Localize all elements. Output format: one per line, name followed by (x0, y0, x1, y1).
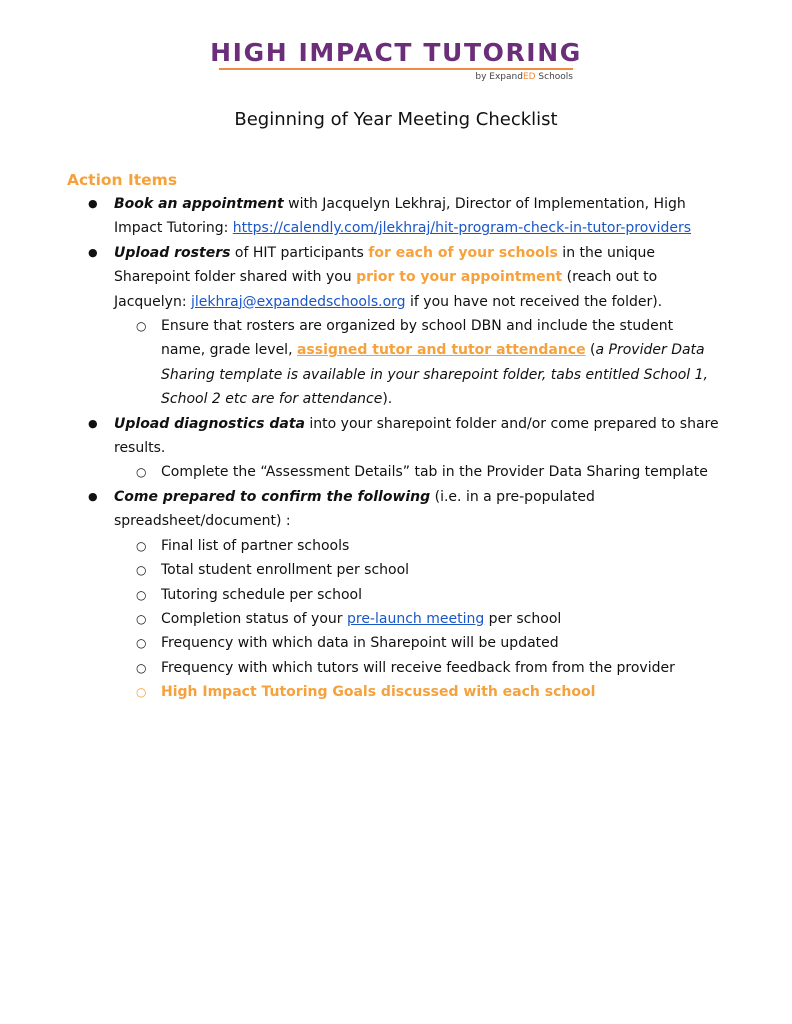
list-item-upload-diagnostics (0, 412, 792, 485)
item-lead: Upload diagnostics data (114, 415, 305, 432)
logo-sub-prefix: by Expand (475, 72, 523, 82)
page-title: Beginning of Year Meeting Checklist (234, 109, 558, 130)
sub-item-goals: ○ High Impact Tutoring Goals discussed with each school (114, 680, 720, 704)
logo (0, 38, 792, 83)
list-item-come-prepared (0, 485, 792, 705)
sub-item-completion-status (114, 607, 720, 631)
highlight-text: for each of your schools (368, 244, 558, 261)
pre-launch-meeting-link[interactable]: pre-launch meeting (346, 610, 485, 627)
section-heading: Action Items (67, 171, 178, 189)
item-lead: Come prepared to confirm the following (114, 488, 431, 505)
email-link[interactable]: jlekhraj@expandedschools.org (191, 293, 406, 310)
logo-rule (219, 68, 573, 70)
calendly-link[interactable]: https://calendly.com/jlekhraj/hit-program-check-in-tutor-providers (232, 220, 692, 237)
list-item-book-appointment (0, 192, 792, 241)
list-item-upload-rosters (0, 241, 792, 412)
item-lead: Book an appointment (114, 196, 284, 212)
sub-item-partner-schools: ○ Final list of partner schools (114, 534, 720, 558)
checklist (0, 192, 792, 705)
sub-list (114, 314, 720, 412)
item-text: in the unique Sharepoint folder shared with you (114, 244, 655, 286)
sub-item-assessment-details: ○ Complete the “Assessment Details” tab in the Provider Data Sharing template (114, 460, 720, 484)
sub-item-italic: a Provider Data Sharing template is available in your sharepoint folder, tabs entitled School 1, School 2 etc are for attendance (161, 342, 708, 408)
logo-title: HIGH IMPACT TUTORING (210, 38, 582, 67)
sub-item-text: ( (585, 342, 596, 359)
item-text: of HIT participants (230, 244, 369, 261)
item-text: (reach out to Jacquelyn: (114, 269, 658, 310)
sub-item-feedback-frequency: ○ Frequency with which tutors will receive feedback from from the provider (114, 656, 720, 680)
attendance-link[interactable]: assigned tutor and tutor attendance (296, 342, 586, 359)
item-text: into your sharepoint folder and/or come prepared to share results. (114, 415, 719, 457)
sub-item-text: Ensure that rosters are organized by school DBN and include the student name, grade level, (161, 318, 674, 359)
sub-list (114, 460, 720, 484)
item-text: with Jacquelyn Lekhraj, Director of Implementation, High Impact Tutoring: (114, 196, 686, 237)
sub-item-schedule: ○ Tutoring schedule per school (114, 583, 720, 607)
logo-subtitle (219, 71, 573, 83)
item-lead: Upload rosters (114, 244, 231, 261)
sub-item-text: per school (484, 610, 562, 627)
sub-item-enrollment: ○ Total student enrollment per school (114, 558, 720, 582)
action-items-list (0, 192, 792, 705)
item-text: (i.e. in a pre-populated spreadsheet/document) : (114, 488, 595, 530)
sub-list (114, 534, 720, 705)
item-text: if you have not received the folder). (405, 293, 663, 310)
sub-item-text: Completion status of your (161, 610, 347, 627)
highlight-text: prior to your appointment (356, 269, 563, 286)
logo-sub-accent: ED (522, 72, 536, 82)
sub-item-text: ). (382, 391, 393, 408)
sub-item-sharepoint-frequency: ○ Frequency with which data in Sharepoint will be updated (114, 631, 720, 655)
logo-sub-suffix: Schools (535, 72, 573, 82)
sub-item-rosters-organized (114, 314, 720, 412)
